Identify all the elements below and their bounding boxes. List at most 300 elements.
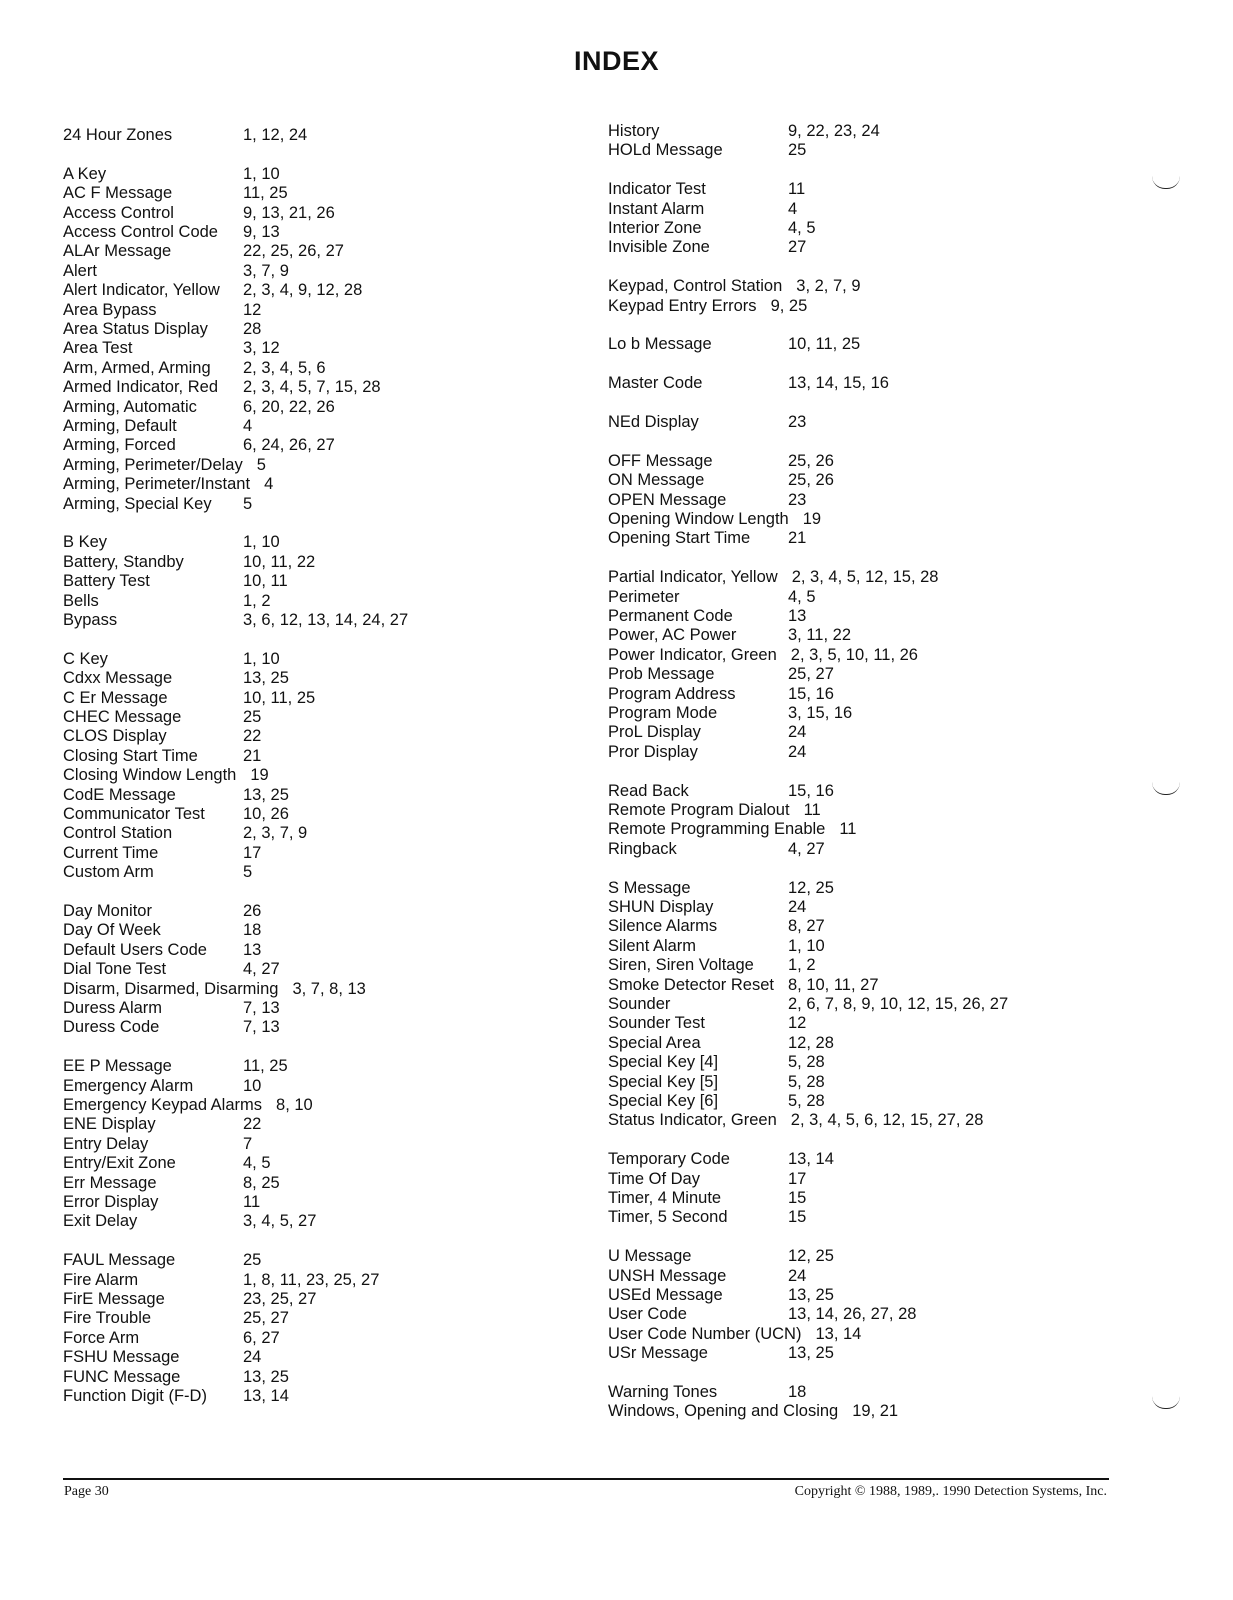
index-pages: 13, 25 xyxy=(243,785,289,804)
index-term: ProL Display xyxy=(608,723,701,742)
index-entry xyxy=(608,704,852,723)
index-entry xyxy=(63,320,261,339)
index-pages: 13, 14 xyxy=(788,1150,834,1169)
index-term: Error Display xyxy=(63,1193,159,1211)
index-term: Master Code xyxy=(608,374,703,393)
index-pages: 3, 2, 7, 9 xyxy=(796,277,861,296)
index-entry xyxy=(608,956,816,975)
index-term: OPEN Message xyxy=(608,490,727,509)
index-entry xyxy=(608,374,889,393)
index-entry xyxy=(63,1387,289,1406)
margin-mark xyxy=(1152,176,1180,189)
index-entry xyxy=(608,200,797,219)
index-entry xyxy=(608,1170,806,1189)
index-term: Bypass xyxy=(63,611,118,629)
index-term: B Key xyxy=(63,533,108,552)
index-pages: 3, 11, 22 xyxy=(788,626,851,645)
index-pages: 22 xyxy=(243,1115,262,1134)
index-entry xyxy=(608,277,861,296)
index-term: Day Of Week xyxy=(63,921,161,940)
index-entry xyxy=(608,1247,834,1266)
index-pages: 23 xyxy=(788,413,807,431)
index-pages: 5 xyxy=(256,455,266,474)
index-entry xyxy=(63,611,408,630)
index-term: Communicator Test xyxy=(63,805,205,823)
index-entry xyxy=(63,960,280,979)
index-entry xyxy=(63,1290,316,1309)
index-term: Keypad, Control Station xyxy=(608,277,783,296)
index-entry xyxy=(63,1348,261,1367)
index-term: Dial Tone Test xyxy=(63,960,167,979)
index-entry xyxy=(63,1368,289,1387)
index-pages: 12, 25 xyxy=(788,878,834,897)
index-term: Arming, Perimeter/Instant xyxy=(63,475,251,494)
index-pages: 4 xyxy=(243,417,253,435)
index-entry xyxy=(63,456,266,475)
index-pages: 24 xyxy=(788,898,807,916)
index-entry xyxy=(608,995,1008,1014)
index-pages: 28 xyxy=(243,320,262,338)
index-pages: 19 xyxy=(802,510,822,528)
copyright-notice: Copyright © 1988, 1989,. 1990 Detection Systems, Inc. xyxy=(794,1484,1107,1499)
index-pages: 21 xyxy=(243,746,262,765)
index-entry xyxy=(63,999,280,1018)
index-pages: 8, 10, 11, 27 xyxy=(787,975,879,994)
index-entry xyxy=(63,1309,289,1328)
index-pages: 4 xyxy=(264,475,274,494)
index-pages: 13, 25 xyxy=(243,1367,289,1386)
index-pages: 6, 24, 26, 27 xyxy=(243,436,335,455)
index-pages: 2, 3, 4, 5, 6, 12, 15, 27, 28 xyxy=(790,1111,984,1130)
index-term: Special Key [6] xyxy=(608,1092,719,1110)
index-entry xyxy=(608,685,834,704)
index-pages: 8, 10 xyxy=(276,1096,313,1114)
index-pages: 4, 5 xyxy=(788,219,816,237)
index-term: Lo b Message xyxy=(608,335,712,354)
index-pages: 10, 11, 25 xyxy=(243,688,316,707)
index-entry xyxy=(63,1193,260,1212)
index-term: NEd Display xyxy=(608,413,699,431)
index-entry xyxy=(63,650,280,669)
index-term: Sounder Test xyxy=(608,1014,705,1033)
index-entry xyxy=(63,1096,313,1115)
index-entry xyxy=(608,607,806,626)
index-term: Pror Display xyxy=(608,742,698,761)
index-pages: 11 xyxy=(839,820,857,839)
index-entry xyxy=(608,723,806,742)
index-pages: 11 xyxy=(788,180,806,199)
index-pages: 15, 16 xyxy=(788,684,834,703)
index-entry xyxy=(608,1092,825,1111)
index-pages: 2, 6, 7, 8, 9, 10, 12, 15, 26, 27 xyxy=(788,995,1009,1013)
index-pages: 18 xyxy=(243,921,262,940)
index-pages: 4, 5 xyxy=(243,1154,271,1173)
index-entry xyxy=(608,840,825,859)
index-entry xyxy=(63,592,271,611)
index-term: USr Message xyxy=(608,1344,708,1363)
index-pages: 12, 25 xyxy=(788,1247,834,1266)
index-entry xyxy=(63,359,326,378)
index-entry xyxy=(63,301,261,320)
index-entry xyxy=(608,1267,806,1286)
index-entry xyxy=(63,921,261,940)
index-pages: 15 xyxy=(788,1189,807,1207)
index-pages: 11, 25 xyxy=(243,184,288,203)
index-entry xyxy=(608,801,821,820)
index-pages: 13, 14 xyxy=(815,1324,862,1343)
index-term: User Code xyxy=(608,1305,687,1324)
index-pages: 11 xyxy=(803,801,821,819)
index-pages: 1, 10 xyxy=(243,164,280,183)
index-entry xyxy=(608,1111,983,1130)
index-term: Sounder xyxy=(608,995,671,1013)
index-pages: 10, 26 xyxy=(243,805,289,823)
index-entry xyxy=(63,475,273,494)
index-pages: 5 xyxy=(243,863,253,882)
index-pages: 6, 27 xyxy=(243,1328,280,1347)
index-pages: 13, 14, 26, 27, 28 xyxy=(788,1305,917,1324)
index-pages: 22, 25, 26, 27 xyxy=(243,242,344,261)
index-pages: 11 xyxy=(243,1193,261,1211)
index-term: Fire Trouble xyxy=(63,1309,152,1328)
index-entry xyxy=(63,1057,288,1076)
index-pages: 19, 21 xyxy=(852,1402,899,1421)
index-entry xyxy=(63,1154,271,1173)
index-pages: 4, 5 xyxy=(788,587,816,606)
index-entry xyxy=(608,1189,806,1208)
index-pages: 1, 10 xyxy=(788,936,825,955)
index-entry xyxy=(608,122,880,141)
index-pages: 26 xyxy=(243,902,262,920)
index-pages: 3, 6, 12, 13, 14, 24, 27 xyxy=(243,611,409,629)
index-entry xyxy=(63,747,261,766)
index-pages: 17 xyxy=(788,1169,807,1188)
page-title: INDEX xyxy=(573,46,660,76)
index-entry xyxy=(63,941,261,960)
index-entry xyxy=(608,529,806,548)
index-pages: 2, 3, 5, 10, 11, 26 xyxy=(790,645,918,664)
index-entry xyxy=(63,1212,316,1231)
index-pages: 13 xyxy=(243,940,262,959)
index-term: Battery, Standby xyxy=(63,552,184,571)
index-entry xyxy=(608,626,851,645)
index-term: FUNC Message xyxy=(63,1367,181,1386)
index-term: Err Message xyxy=(63,1173,157,1192)
index-term: A Key xyxy=(63,164,107,183)
index-term: Duress Code xyxy=(63,1018,160,1037)
index-term: Exit Delay xyxy=(63,1212,138,1231)
index-term: Ringback xyxy=(608,839,677,858)
index-pages: 3, 15, 16 xyxy=(788,704,853,722)
index-pages: 1, 2 xyxy=(243,591,271,610)
index-term: Custom Arm xyxy=(63,863,154,882)
index-entry xyxy=(63,1174,280,1193)
index-term: S Message xyxy=(608,878,691,897)
index-term: Instant Alarm xyxy=(608,199,705,218)
index-pages: 25 xyxy=(243,1251,262,1270)
index-pages: 3, 12 xyxy=(243,339,280,358)
index-term: Disarm, Disarmed, Disarming xyxy=(63,979,279,998)
index-term: C Er Message xyxy=(63,688,168,707)
index-term: Day Monitor xyxy=(63,902,152,920)
index-pages: 24 xyxy=(788,742,807,761)
index-pages: 11, 25 xyxy=(243,1057,288,1076)
index-pages: 25 xyxy=(788,141,807,160)
index-entry xyxy=(63,553,315,572)
index-pages: 24 xyxy=(243,1348,262,1367)
index-entry xyxy=(63,262,289,281)
index-pages: 9, 13 xyxy=(243,223,280,241)
index-entry xyxy=(608,646,918,665)
index-entry xyxy=(63,1115,261,1134)
index-entry xyxy=(608,1053,825,1072)
index-term: CHEC Message xyxy=(63,708,182,726)
index-entry xyxy=(608,1286,834,1305)
index-term: Windows, Opening and Closing xyxy=(608,1402,839,1421)
index-entry xyxy=(63,669,289,688)
index-term: Closing Window Length xyxy=(63,766,237,785)
index-term: Silent Alarm xyxy=(608,936,697,955)
index-term: Area Test xyxy=(63,339,133,358)
index-entry xyxy=(63,436,335,455)
index-term: Alert xyxy=(63,261,97,280)
index-term: Read Back xyxy=(608,781,689,800)
index-entry xyxy=(63,1018,280,1037)
index-pages: 8, 25 xyxy=(243,1173,280,1192)
index-term: Keypad Entry Errors xyxy=(608,296,757,315)
index-pages: 3, 4, 5, 27 xyxy=(243,1212,317,1231)
index-term: Armed Indicator, Red xyxy=(63,378,218,397)
index-term: User Code Number (UCN) xyxy=(608,1324,802,1343)
index-pages: 18 xyxy=(788,1383,807,1401)
index-pages: 15, 16 xyxy=(788,781,834,800)
margin-mark xyxy=(1152,782,1180,795)
index-term: CLOS Display xyxy=(63,727,167,746)
index-term: FSHU Message xyxy=(63,1348,180,1367)
index-pages: 25, 26 xyxy=(788,471,834,490)
index-pages: 10, 11 xyxy=(243,572,288,591)
index-term: Area Bypass xyxy=(63,300,157,319)
index-entry xyxy=(63,689,315,708)
index-entry xyxy=(63,126,307,145)
index-entry xyxy=(608,1305,916,1324)
index-pages: 25 xyxy=(243,708,262,726)
index-pages: 1, 12, 24 xyxy=(243,126,308,144)
index-pages: 7, 13 xyxy=(243,1018,280,1037)
index-entry xyxy=(63,339,280,358)
index-entry xyxy=(63,844,261,863)
index-entry xyxy=(608,491,806,510)
index-term: EE P Message xyxy=(63,1057,172,1076)
index-term: Access Control xyxy=(63,203,174,222)
index-pages: 13 xyxy=(788,607,807,625)
index-term: Emergency Alarm xyxy=(63,1076,194,1095)
index-entry xyxy=(608,879,834,898)
index-term: Temporary Code xyxy=(608,1150,730,1169)
index-pages: 15 xyxy=(788,1208,807,1227)
index-entry xyxy=(608,1383,806,1402)
index-pages: 6, 20, 22, 26 xyxy=(243,397,335,416)
index-entry xyxy=(63,398,335,417)
index-term: Fire Alarm xyxy=(63,1270,139,1289)
index-pages: 24 xyxy=(788,723,807,742)
index-term: Prob Message xyxy=(608,665,715,684)
index-term: ENE Display xyxy=(63,1115,156,1134)
index-pages: 2, 3, 4, 5, 7, 15, 28 xyxy=(243,378,381,397)
index-pages: 27 xyxy=(788,238,807,257)
index-pages: 5, 28 xyxy=(788,1092,825,1110)
index-entry xyxy=(608,1344,834,1363)
index-pages: 4, 27 xyxy=(788,839,825,858)
index-term: Access Control Code xyxy=(63,223,218,241)
index-term: SHUN Display xyxy=(608,898,714,916)
index-term: Arming, Forced xyxy=(63,436,176,455)
index-term: Interior Zone xyxy=(608,219,702,237)
index-entry xyxy=(63,184,288,203)
index-term: Arming, Automatic xyxy=(63,397,197,416)
index-pages: 10 xyxy=(243,1076,262,1095)
index-pages: 23 xyxy=(788,490,807,509)
index-entry xyxy=(608,743,806,762)
index-pages: 25, 27 xyxy=(788,665,834,684)
index-entry xyxy=(608,898,806,917)
index-entry xyxy=(608,238,806,257)
index-pages: 9, 13, 21, 26 xyxy=(243,203,335,222)
index-entry xyxy=(63,1135,252,1154)
index-entry xyxy=(608,976,879,995)
index-term: Current Time xyxy=(63,843,159,862)
index-pages: 22 xyxy=(243,727,262,746)
index-entry xyxy=(63,165,280,184)
footer-rule xyxy=(63,1478,1109,1480)
index-entry xyxy=(608,335,860,354)
index-entry xyxy=(608,1150,834,1169)
index-entry xyxy=(63,980,366,999)
index-entry xyxy=(608,452,834,471)
index-term: FirE Message xyxy=(63,1290,165,1308)
index-term: AC F Message xyxy=(63,184,173,203)
index-entry xyxy=(608,297,807,316)
index-entry xyxy=(608,141,806,160)
index-entry xyxy=(63,1251,261,1270)
index-pages: 3, 7, 9 xyxy=(243,261,289,280)
index-entry xyxy=(608,1208,806,1227)
index-term: Arm, Armed, Arming xyxy=(63,358,211,377)
index-pages: 9, 22, 23, 24 xyxy=(788,122,880,140)
index-term: Battery Test xyxy=(63,572,150,591)
index-entry xyxy=(63,204,335,223)
page-number: Page 30 xyxy=(64,1484,109,1499)
index-entry xyxy=(63,223,280,242)
index-term: Emergency Keypad Alarms xyxy=(63,1096,263,1114)
index-pages: 12 xyxy=(243,300,262,319)
index-entry xyxy=(608,568,938,587)
index-pages: 19 xyxy=(250,766,269,785)
index-entry xyxy=(63,786,289,805)
index-pages: 25, 27 xyxy=(243,1309,289,1328)
index-entry xyxy=(608,413,806,432)
index-pages: 1, 2 xyxy=(788,956,816,975)
index-entry xyxy=(63,495,252,514)
index-pages: 25, 26 xyxy=(788,451,834,470)
index-term: Duress Alarm xyxy=(63,999,163,1017)
index-term: Function Digit (F-D) xyxy=(63,1387,207,1405)
index-term: OFF Message xyxy=(608,451,713,470)
index-term: Closing Start Time xyxy=(63,746,198,765)
index-term: Perimeter xyxy=(608,587,680,606)
index-entry xyxy=(608,665,834,684)
index-term: 24 Hour Zones xyxy=(63,126,173,144)
index-entry xyxy=(63,1077,261,1096)
index-term: Time Of Day xyxy=(608,1169,700,1188)
index-entry xyxy=(63,708,261,727)
index-term: Arming, Default xyxy=(63,417,177,435)
index-pages: 2, 3, 4, 5, 6 xyxy=(243,358,326,377)
index-entry xyxy=(608,782,834,801)
index-entry xyxy=(608,588,816,607)
index-entry xyxy=(63,242,344,261)
index-term: Power Indicator, Green xyxy=(608,645,777,664)
index-entry xyxy=(63,533,280,552)
index-entry xyxy=(608,1325,861,1344)
index-term: Special Area xyxy=(608,1033,701,1052)
index-pages: 5, 28 xyxy=(788,1072,825,1091)
index-pages: 1, 10 xyxy=(243,649,280,668)
index-term: Special Key [5] xyxy=(608,1072,719,1091)
index-entry xyxy=(63,824,307,843)
index-entry xyxy=(63,378,381,397)
index-pages: 5, 28 xyxy=(788,1053,825,1072)
index-pages: 7, 13 xyxy=(243,999,280,1017)
index-entry xyxy=(608,510,821,529)
index-pages: 1, 8, 11, 23, 25, 27 xyxy=(243,1270,380,1289)
index-pages: 21 xyxy=(788,529,807,548)
index-term: FAUL Message xyxy=(63,1251,176,1270)
index-pages: 12 xyxy=(788,1014,807,1033)
index-pages: 12, 28 xyxy=(788,1033,834,1052)
index-pages: 13, 25 xyxy=(788,1344,834,1363)
index-term: Arming, Special Key xyxy=(63,494,212,513)
index-term: Cdxx Message xyxy=(63,669,173,688)
index-term: Silence Alarms xyxy=(608,917,718,936)
index-entry xyxy=(608,1014,806,1033)
index-entry xyxy=(63,805,289,824)
index-entry xyxy=(608,937,825,956)
index-term: Timer, 5 Second xyxy=(608,1208,728,1227)
index-entry xyxy=(608,1073,825,1092)
index-term: Program Address xyxy=(608,684,736,703)
index-term: Control Station xyxy=(63,824,173,843)
index-entry xyxy=(63,727,261,746)
index-term: History xyxy=(608,122,660,140)
index-entry xyxy=(608,219,816,238)
index-term: Bells xyxy=(63,591,99,610)
index-entry xyxy=(63,902,261,921)
index-term: Remote Programming Enable xyxy=(608,820,826,839)
index-term: Power, AC Power xyxy=(608,626,737,645)
index-pages: 13, 25 xyxy=(788,1286,834,1304)
index-term: ALAr Message xyxy=(63,242,172,261)
index-pages: 1, 10 xyxy=(243,533,280,552)
index-term: Partial Indicator, Yellow xyxy=(608,568,778,587)
index-entry xyxy=(608,917,825,936)
index-term: Permanent Code xyxy=(608,607,733,625)
index-term: C Key xyxy=(63,649,108,668)
index-term: Entry/Exit Zone xyxy=(63,1154,176,1173)
index-entry xyxy=(63,572,288,591)
index-term: Timer, 4 Minute xyxy=(608,1189,722,1207)
index-entry xyxy=(608,1402,898,1421)
